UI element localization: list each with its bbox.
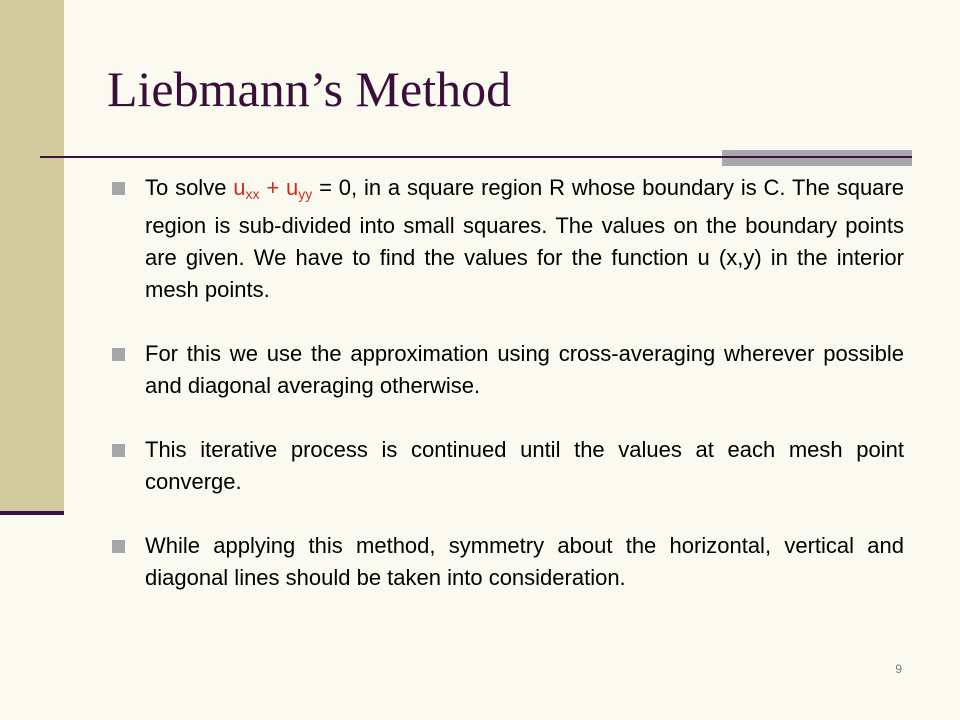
equation-u-1: u bbox=[233, 175, 246, 200]
equation-subscript-2: yy bbox=[298, 186, 313, 202]
square-bullet-icon bbox=[112, 348, 125, 361]
equation-u-2: u bbox=[286, 175, 299, 200]
bullet-list bbox=[112, 172, 904, 626]
bullet-1-text-end: = 0, in a square region R whose boundary is C. The square region is sub-divided into small squares. The values on the boundary points are given. We have to find the values for the function u (x,y) in the interior mesh points. bbox=[145, 175, 904, 302]
equation-subscript-1: xx bbox=[245, 186, 260, 202]
title-accent-line bbox=[722, 156, 912, 158]
bullet-2-text: For this we use the approximation using cross-averaging wherever possible and diagonal averaging otherwise. bbox=[145, 341, 904, 398]
sidebar-divider bbox=[0, 511, 64, 515]
title-accent-bar bbox=[722, 150, 912, 166]
bullet-item-2 bbox=[112, 338, 904, 402]
bullet-item-3 bbox=[112, 434, 904, 498]
square-bullet-icon bbox=[112, 540, 125, 553]
square-bullet-icon bbox=[112, 182, 125, 195]
bullet-item-4 bbox=[112, 530, 904, 594]
page-number: 9 bbox=[895, 662, 902, 676]
bullet-item-1 bbox=[112, 172, 904, 306]
bullet-3-text: This iterative process is continued until the values at each mesh point converge. bbox=[145, 437, 904, 494]
bullet-4-text: While applying this method, symmetry about the horizontal, vertical and diagonal lines should be taken into consideration. bbox=[145, 533, 904, 590]
left-sidebar-band bbox=[0, 0, 64, 512]
equation-plus: + bbox=[259, 175, 287, 200]
equation bbox=[233, 175, 312, 200]
square-bullet-icon bbox=[112, 444, 125, 457]
slide-title: Liebmann’s Method bbox=[107, 61, 512, 117]
bullet-1-text-start: To solve bbox=[145, 175, 234, 200]
